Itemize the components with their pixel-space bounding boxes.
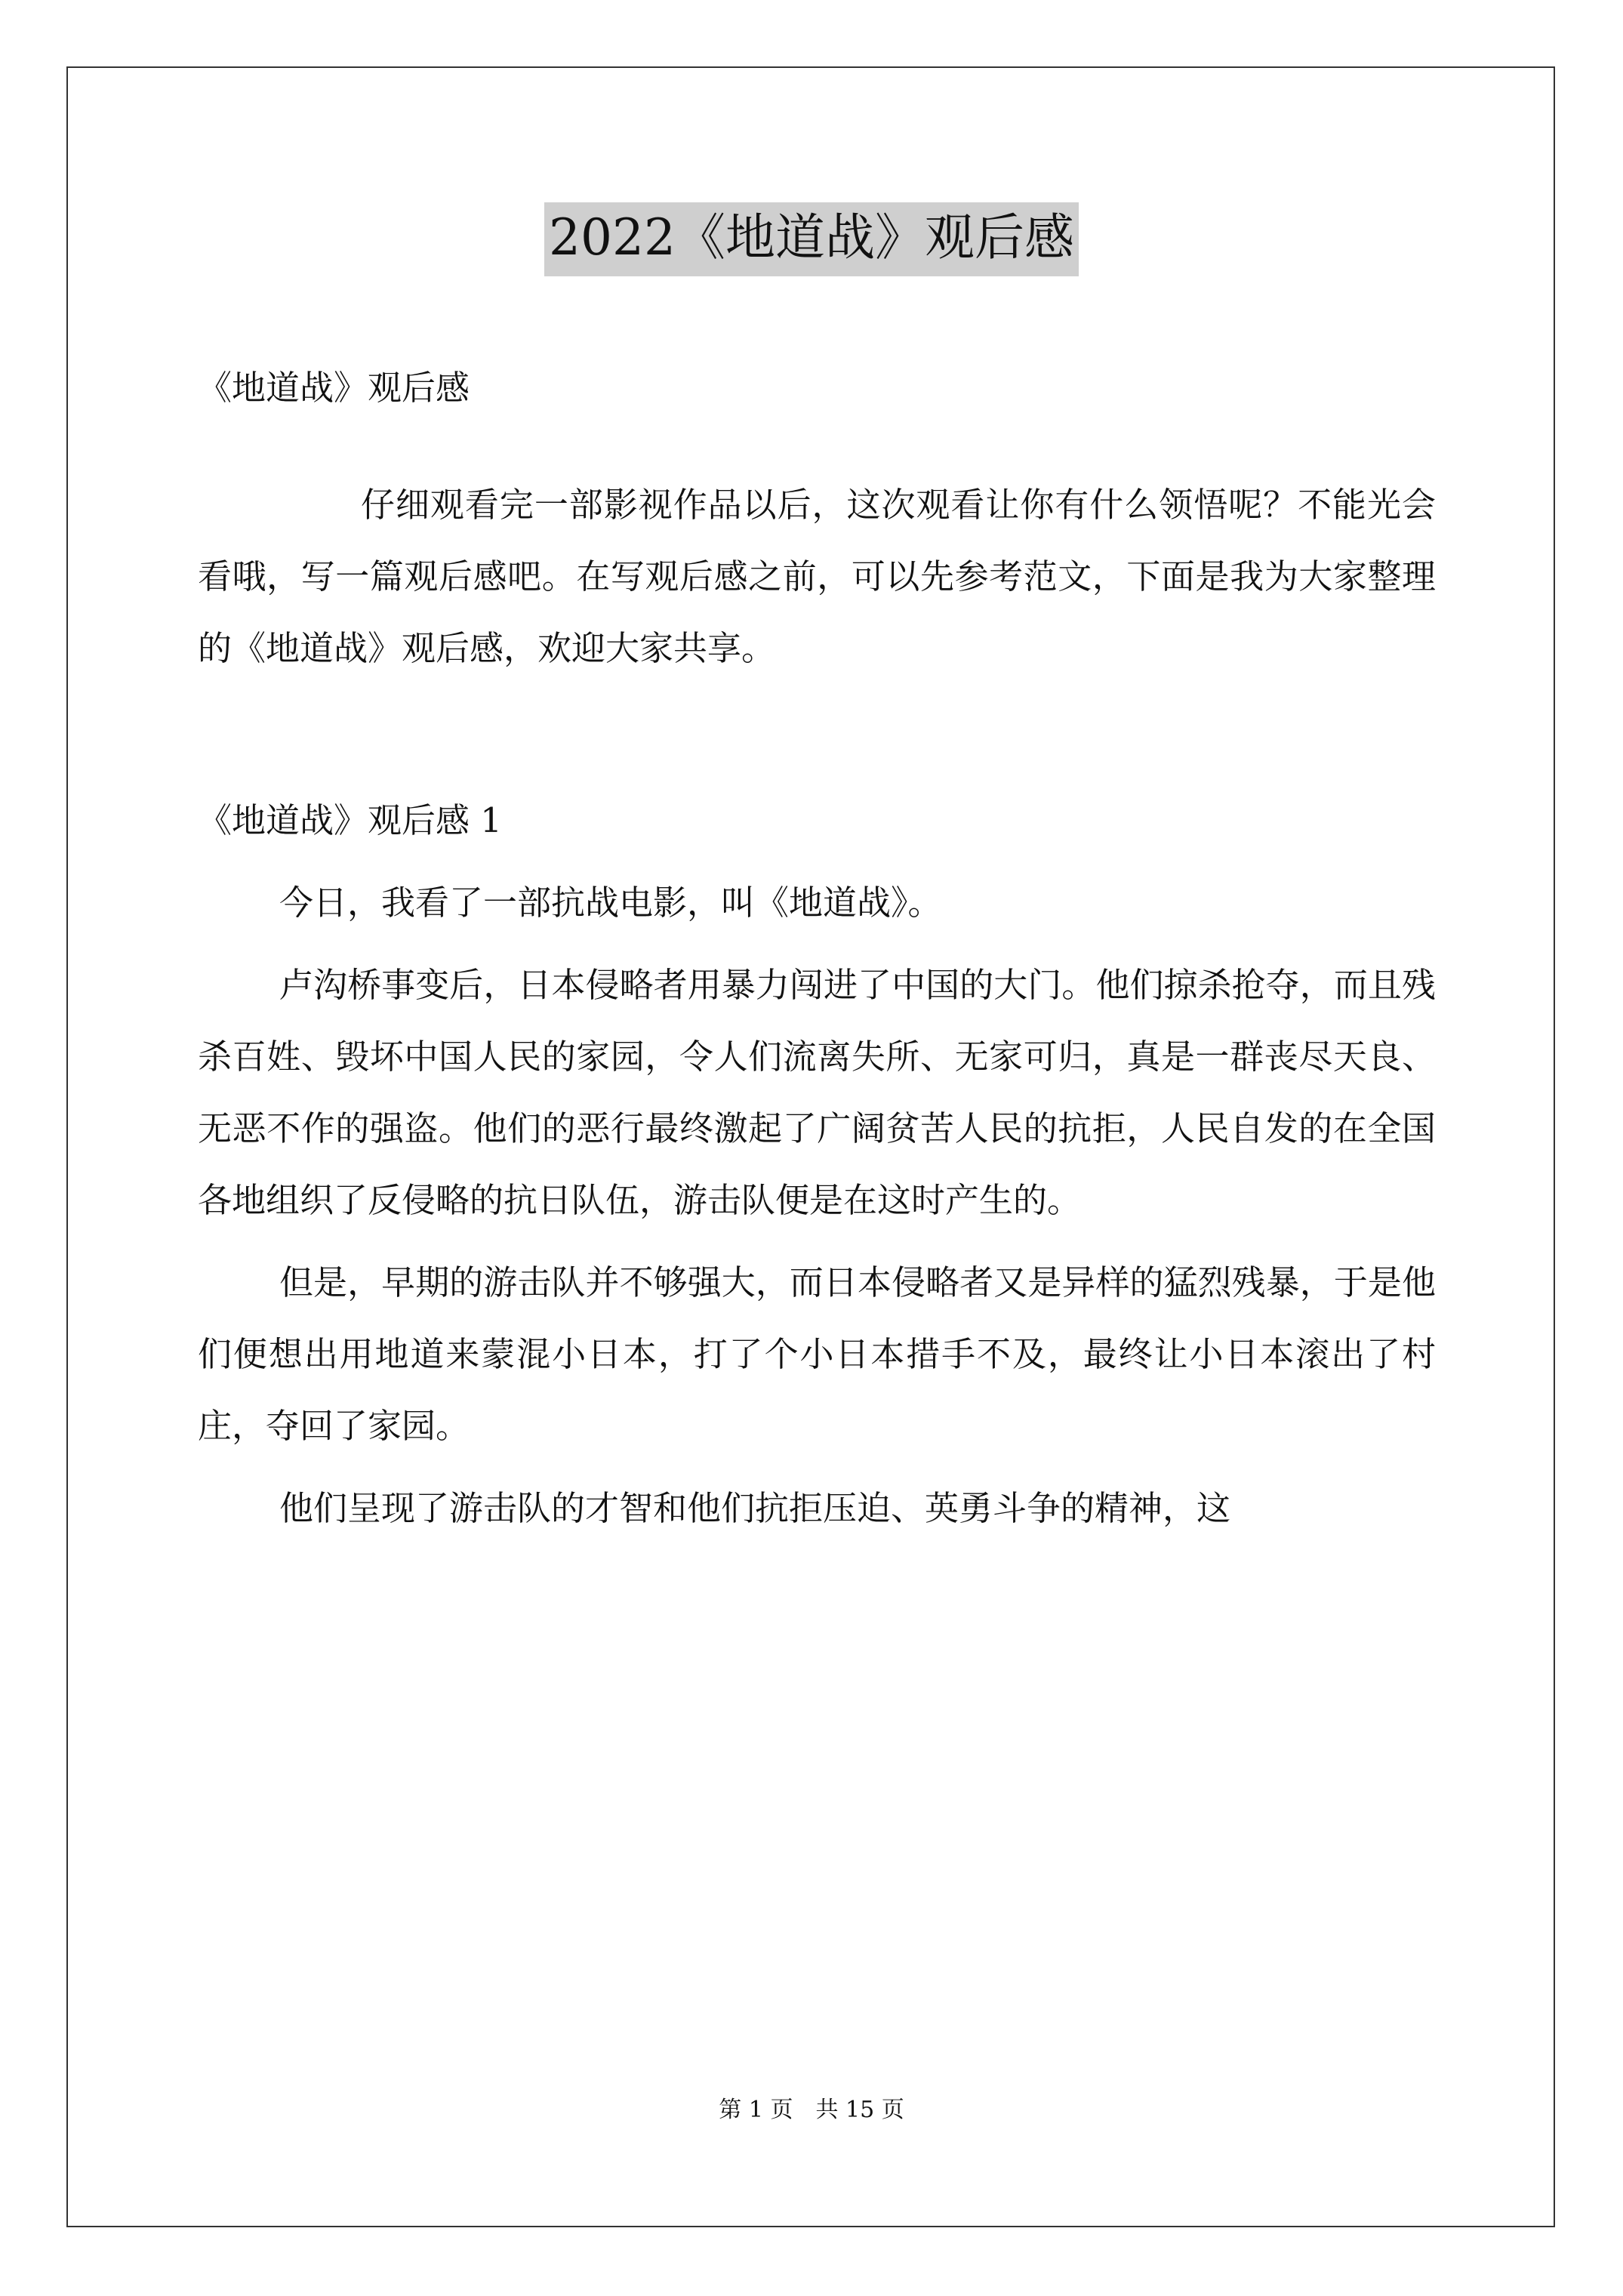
page-number-footer: 第 1 页 共 15 页	[719, 2097, 904, 2123]
body-paragraph: 但是，早期的游击队并不够强大，而日本侵略者又是异样的猛烈残暴，于是他们便想出用地道来蒙混小日本，打了个小日本措手不及，最终让小日本滚出了村庄，夺回了家园。	[198, 1262, 1436, 1446]
title-container	[0, 202, 1623, 276]
body-paragraph: 今日，我看了一部抗战电影，叫《地道战》。	[279, 883, 942, 923]
intro-paragraph: 仔细观看完一部影视作品以后，这次观看让你有什么领悟呢？不能光会看哦，写一篇观后感吧。在写观后感之前，可以先参考范文，下面是我为大家整理的《地道战》观后感，欢迎大家共享。	[198, 485, 1436, 668]
body-paragraph: 他们呈现了游击队的才智和他们抗拒压迫、英勇斗争的精神，这	[279, 1488, 1231, 1528]
body-paragraph: 卢沟桥事变后，日本侵略者用暴力闯进了中国的大门。他们掠杀抢夺，而且残杀百姓、毁坏中国人民的家园，令人们流离失所、无家可归，真是一群丧尽天良、无恶不作的强盗。他们的恶行最终激起了广阔贫苦人民的抗拒，人民自发的在全国各地组织了反侵略的抗日队伍，游击队便是在这时产生的。	[198, 965, 1436, 1220]
document-title: 2022《地道战》观后感	[544, 202, 1079, 276]
section-heading: 《地道战》观后感 1	[198, 800, 502, 840]
section-heading: 《地道战》观后感	[198, 368, 470, 408]
blank-line	[198, 684, 1436, 756]
document-body	[198, 302, 1436, 1544]
